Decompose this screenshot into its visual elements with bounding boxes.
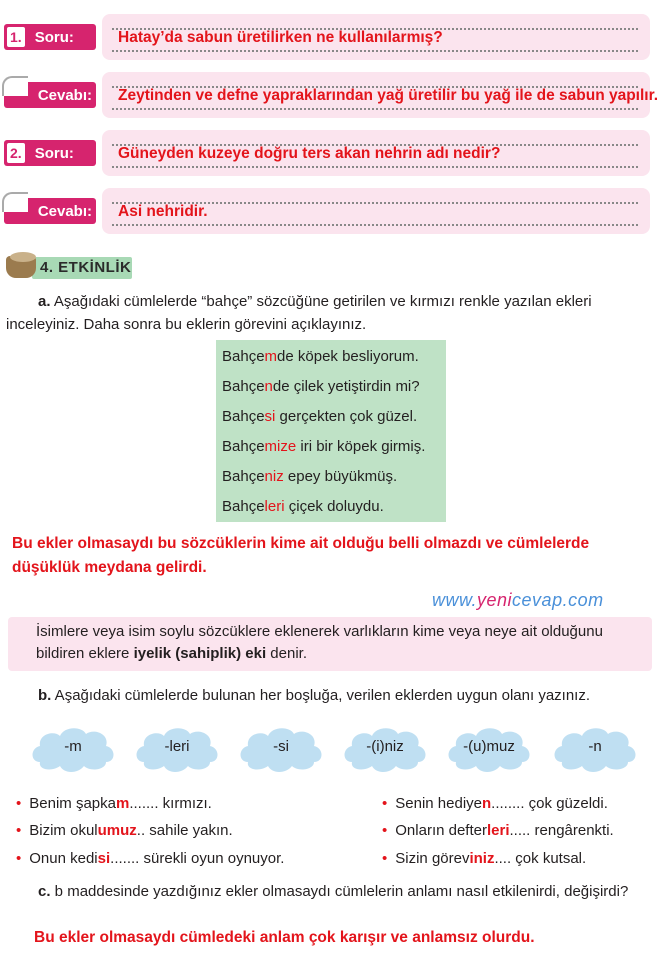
suffix-option: -(u)muz [463, 738, 515, 755]
suffix-cloud [236, 722, 326, 774]
example-sentence: Bahçeleri çiçek doluydu. [222, 498, 384, 515]
question-label [4, 24, 96, 50]
question-1 [0, 12, 660, 62]
page-curl-icon [2, 192, 28, 212]
fill-item: • Bizim okulumuz.. sahile yakın. [16, 822, 233, 839]
fill-item: • Onların defterleri..... rengârenkti. [382, 822, 614, 839]
answer-label [4, 198, 96, 224]
suffix-cloud [444, 722, 534, 774]
fill-item: • Sizin göreviniz.... çok kutsal. [382, 850, 587, 867]
suffix-option: -(i)niz [366, 738, 404, 755]
suffix-cloud [550, 722, 640, 774]
item-marker-a: a. [38, 293, 51, 310]
suffix-option: -m [64, 738, 82, 755]
suffix-option: -n [588, 738, 602, 755]
example-sentence: Bahçende çilek yetiştirdin mi? [222, 378, 420, 395]
item-marker-c: c. [38, 883, 51, 900]
instruction-a [6, 290, 654, 336]
question-number: 1. [7, 27, 25, 47]
answer-text: Zeytinden ve defne yapraklarından yağ üretilir bu yağ ile de sabun yapılır. [118, 87, 659, 104]
answer-1 [0, 70, 660, 120]
answer-2 [0, 186, 660, 236]
scroll-roll-top-icon [10, 252, 36, 262]
suffix-option: -leri [164, 738, 190, 755]
answer-a: Bu ekler olmasaydı bu sözcüklerin kime ait olduğu belli olmazdı ve cümlelerde düşüklük meydana gelirdi. [12, 535, 590, 576]
question-text: Güneyden kuzeye doğru ters akan nehrin adı nedir? [118, 145, 501, 162]
definition-text-end: denir. [266, 645, 307, 662]
example-sentence: Bahçesi gerçekten çok güzel. [222, 408, 418, 425]
answer-label-text: Cevabı: [37, 86, 92, 104]
example-sentences-box [216, 340, 446, 522]
page-curl-icon [2, 76, 28, 96]
fill-item: • Onun kedisi....... sürekli oyun oynuyor. [16, 850, 285, 867]
answer-text: Asi nehridir. [118, 203, 208, 220]
instruction-b [38, 684, 658, 707]
fill-item: • Senin hediyen........ çok güzeldi. [382, 795, 608, 812]
question-number: 2. [7, 143, 25, 163]
suffix-cloud [132, 722, 222, 774]
definition-box [8, 617, 652, 671]
answer-label [4, 82, 96, 108]
suffix-cloud [28, 722, 118, 774]
definition-term: iyelik (sahiplik) eki [133, 645, 267, 662]
example-sentence: Bahçeniz epey büyükmüş. [222, 468, 398, 485]
answer-label-text: Cevabı: [37, 202, 92, 220]
watermark: www.yenicevap.com [432, 590, 604, 610]
instruction-c [12, 880, 652, 903]
instruction-a-text: Aşağıdaki cümlelerde “bahçe” sözcüğüne getirilen ve kırmızı renkle yazılan ekleri inceleyiniz. Daha sonra bu eklerin görevini açıklayınız. [6, 293, 592, 333]
question-2 [0, 128, 660, 178]
question-label [4, 140, 96, 166]
question-label-text: Soru: [34, 144, 74, 162]
activity-header [6, 254, 136, 282]
fill-item: • Benim şapkam....... kırmızı. [16, 795, 212, 812]
question-text: Hatay’da sabun üretilirken ne kullanılarmış? [118, 29, 443, 46]
instruction-c-text: b maddesinde yazdığınız ekler olmasaydı cümlelerin anlamı nasıl etkilenirdi, değişirdi? [50, 883, 629, 900]
suffix-cloud [340, 722, 430, 774]
activity-title: 4. ETKİNLİK [40, 259, 132, 276]
example-sentence: Bahçemde köpek besliyorum. [222, 348, 419, 365]
question-label-text: Soru: [34, 28, 74, 46]
answer-c: Bu ekler olmasaydı cümledeki anlam çok karışır ve anlamsız olurdu. [34, 929, 535, 946]
suffix-option: -si [273, 738, 289, 755]
definition-text: İsimlere veya isim soylu sözcüklere eklenerek varlıkların kime veya neye ait olduğunu bildiren eklere [36, 623, 603, 662]
item-marker-b: b. [38, 687, 52, 704]
instruction-b-text: Aşağıdaki cümlelerde bulunan her boşluğa, verilen eklerden uygun olanı yazınız. [51, 687, 591, 704]
example-sentence: Bahçemize iri bir köpek girmiş. [222, 438, 426, 455]
